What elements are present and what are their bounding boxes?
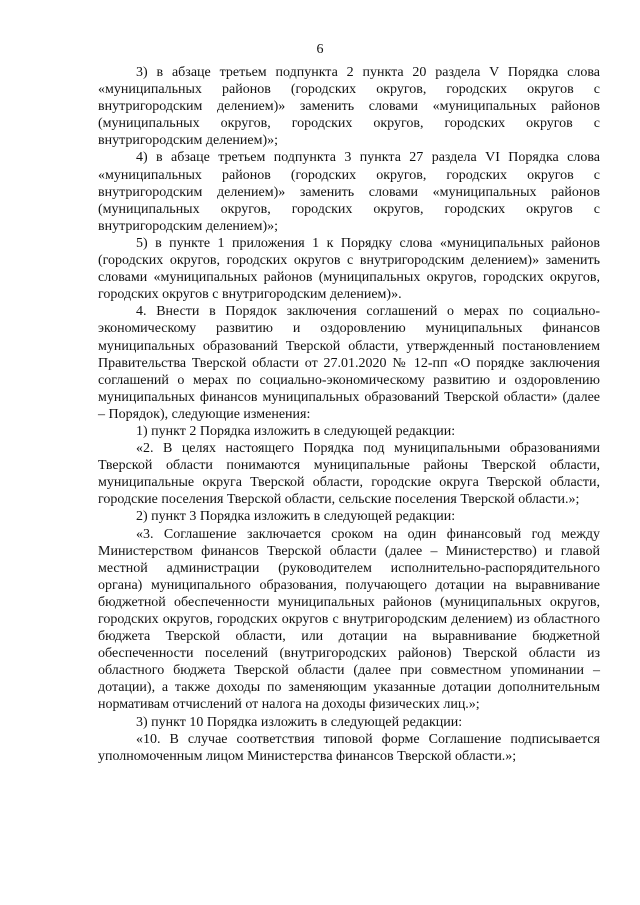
document-body: [98, 64, 600, 765]
paragraph-subitem-3: 3) пункт 10 Порядка изложить в следующей редакции:: [136, 714, 463, 730]
paragraph-item-4: 4) в абзаце третьем подпункта 3 пункта 27 раздела VI Порядка слова «муниципальных районов (городских округов, городских округов с внутригородским делением)» заменить словами «муниципальных районов (муниципальных округов, городских округов, городских округов с внутригородским делением)»;: [98, 150, 600, 234]
paragraph-item-5: 5) в пункте 1 приложения 1 к Порядку слова «муниципальных районов (городских округов, городских округов с внутригородским делением)» заменить словами «муниципальных районов (муниципальных округов, городских округов, городских округов с внутригородским делением)».: [98, 235, 600, 303]
paragraph-item-3: 3) в абзаце третьем подпункта 2 пункта 20 раздела V Порядка слова «муниципальных районов (городских округов, городских округов с внутригородским делением)» заменить словами «муниципальных районов (муниципальных округов, городских округов, городских округов с внутригородским делением)»;: [98, 65, 600, 149]
page-number: 6: [316, 42, 324, 57]
paragraph-quote-point-10: «10. В случае соответствия типовой форме Соглашение подписывается уполномоченным лицом Министерства финансов Тверской области.»;: [98, 731, 600, 764]
paragraph-quote-point-3: «3. Соглашение заключается сроком на один финансовый год между Министерством финансов Тверской области (далее – Министерство) и главой местной администрации (руководителем исполнительно-распорядительного органа) муниципального образования, получающего дотации на выравнивание бюджетной обеспеченности муниципальных районов (муниципальных округов, городских округов, городских округов с внутригородским делением) из областного бюджета Тверской области, или дотации на выравнивание бюджетной обеспеченности поселений (внутригородских районов) Тверской области из областного бюджета Тверской области (далее при совместном упоминании – дотации), а также доходы по заменяющим указанные дотации дополнительным нормативам отчислений от налога на доходы физических лиц.»;: [98, 526, 600, 713]
paragraph-section-4: 4. Внести в Порядок заключения соглашений о мерах по социально-экономическому развитию и оздоровлению муниципальных финансов муниципальных образований Тверской области, утвержденный постановлением Правительства Тверской области от 27.01.2020 № 12-пп «О порядке заключения соглашений о мерах по социально-экономическому развитию и оздоровлению муниципальных финансов муниципальных образований Тверской области» (далее – Порядок), следующие изменения:: [98, 304, 600, 422]
paragraph-subitem-2: 2) пункт 3 Порядка изложить в следующей редакции:: [136, 509, 456, 525]
paragraph-quote-point-2: «2. В целях настоящего Порядка под муниципальными образованиями Тверской области понимаются муниципальные районы Тверской области, муниципальные округа Тверской области, городские округа Тверской области, городские поселения Тверской области, сельские поселения Тверской области.»;: [98, 441, 600, 508]
paragraph-subitem-1: 1) пункт 2 Порядка изложить в следующей редакции:: [136, 423, 456, 439]
